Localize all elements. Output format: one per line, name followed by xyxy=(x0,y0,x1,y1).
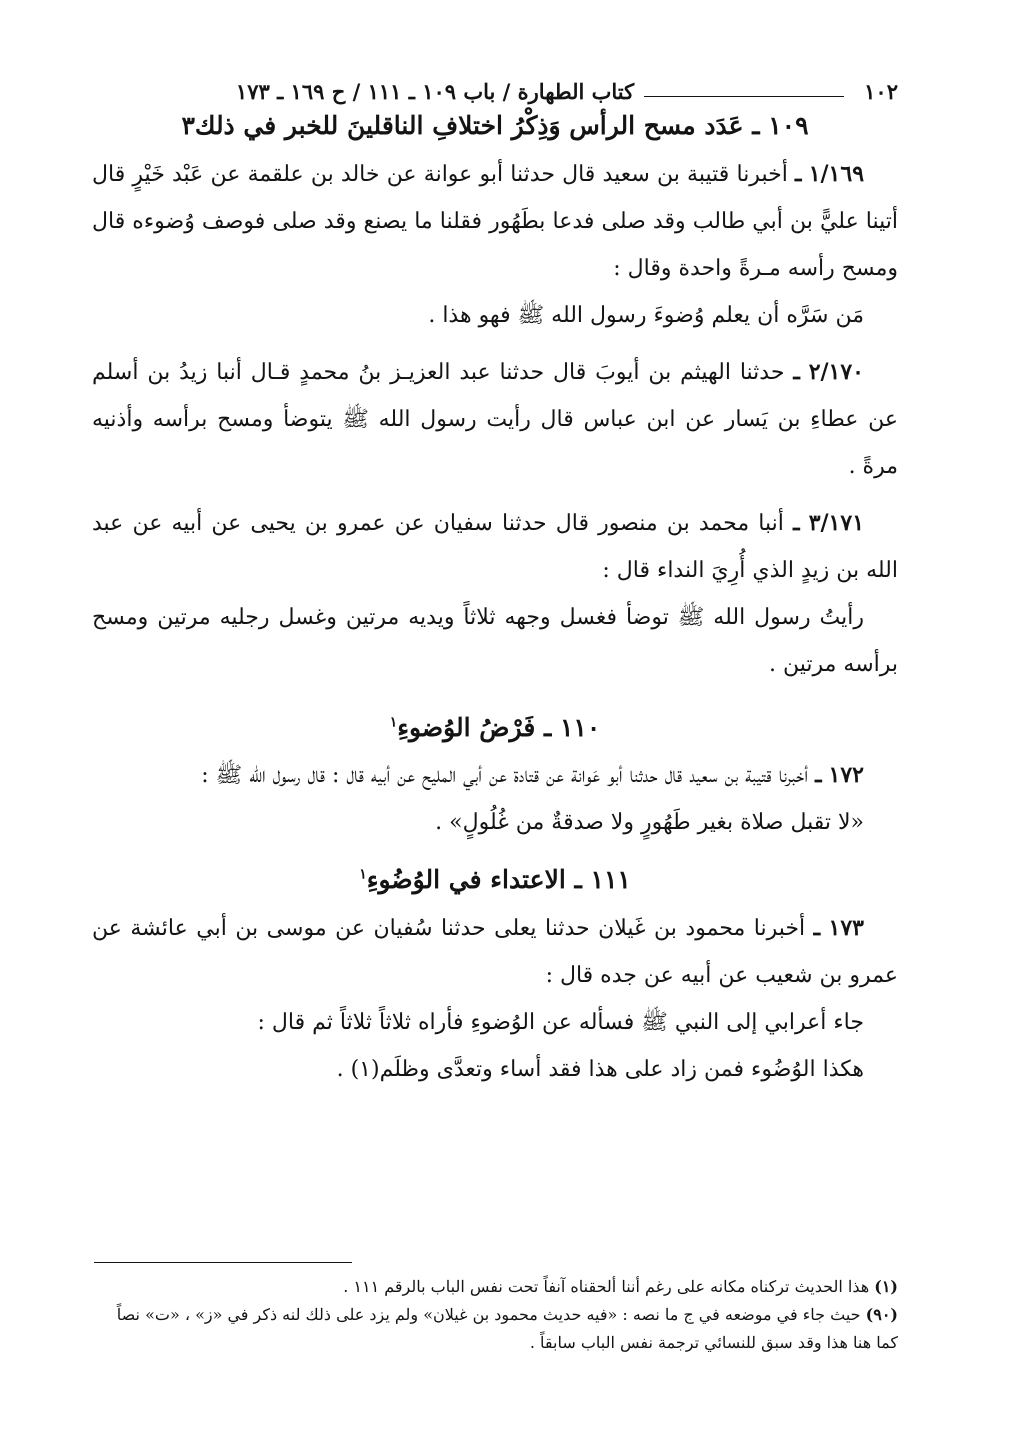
section-note-mark: ٣ xyxy=(181,111,195,140)
header-rule xyxy=(644,96,844,97)
hadith-169 xyxy=(92,151,898,292)
hadith-separator: ـ xyxy=(815,762,822,788)
hadith-171 xyxy=(92,500,898,594)
footnote-rule xyxy=(94,1262,352,1263)
hadith-quote-2: هكذا الوُضُوء فمن زاد على هذا فقد أساء وتعدَّى وظلَم(١) . xyxy=(336,1056,864,1082)
footnote-mark: (٩٠) xyxy=(865,1305,898,1324)
hadith-text: أخبرنا قتيبة بن سعيد قال حدثنا أبو عوانة عن خالد بن علقمة عن عَبْد خَيْرٍ قال أتينا عليًّ بن أبي طالب وقد صلى فدعا بطَهُور فقلنا ما يصنع وقد صلى فوصف وُضوءه قال ومسح رأسه مـرةً واحدة وقال : xyxy=(92,161,898,281)
section-title-text: ١٠٩ ـ عَدَد مسح الرأس وَذِكْرُ اختلافِ الناقلينَ للخبر في ذلك xyxy=(194,111,809,140)
hadith-number: ١٧٢ xyxy=(828,762,864,788)
hadith-quote: مَن سَرَّه أن يعلم وُضوءَ رسول الله ﷺ فهو هذا . xyxy=(428,302,864,328)
hadith-quote: جاء أعرابي إلى النبي ﷺ فسأله عن الوُضوءِ فأراه ثلاثاً ثلاثاً ثم قال : xyxy=(257,1009,864,1035)
hadith-text: أنبا محمد بن منصور قال حدثنا سفيان عن عمرو بن يحيى عن أبيه عن عبد الله بن زيدٍ الذي أُرِيَ النداء قال : xyxy=(92,510,898,583)
hadith-separator: ـ xyxy=(795,160,802,187)
section-title-109 xyxy=(92,110,898,143)
section-title-text: ١١١ ـ الاعتداء في الوُضُوءِ xyxy=(366,865,631,894)
hadith-173 xyxy=(92,905,898,999)
footnote-2 xyxy=(92,1301,898,1357)
footnotes xyxy=(92,1262,898,1357)
section-title-111 xyxy=(92,864,898,897)
page xyxy=(92,60,898,1420)
section-note-mark: ١ xyxy=(389,714,398,731)
hadith-text: حدثنا الهيثم بن أيوبَ قال حدثنا عبد العزيـز بنُ محمدٍ قـال أنبا زيدُ بن أسلم عن عطاءِ بن يَسار عن ابن عباس قال رأيت رسول الله ﷺ يتوضأ ومسح برأسه وأذنيه مرةً . xyxy=(92,359,898,479)
section-title-110 xyxy=(92,712,898,745)
footnote-text: حيث جاء في موضعه في ج ما نصه : «فيه حديث محمود بن غيلان» ولم يزد على ذلك لنه ذكر في «ز» ، «ت» نصاً كما هنا هذا وقد سبق للنسائي ترجمة نفس الباب سابقاً . xyxy=(116,1305,898,1352)
footnote-mark: (١) xyxy=(874,1277,898,1296)
hadith-text: أخبرنا قتيبة بن سعيد قال حدثنا أبو عَوانة عن قتادة عن أبي المليح عن أبيه قال : قال رسول الله ﷺ : xyxy=(201,763,809,788)
section-note-mark: ١ xyxy=(359,866,367,883)
page-number: ١٠٢ xyxy=(864,79,898,104)
hadith-quote: رأيتُ رسول الله ﷺ توضأ فغسل وجهه ثلاثاً ويديه مرتين وغسل رجليه مرتين ومسح برأسه مرتين . xyxy=(92,604,898,677)
hadith-separator: ـ xyxy=(793,509,800,536)
hadith-text: أخبرنا محمود بن غَيلان حدثنا يعلى حدثنا سُفيان عن موسى بن أبي عائشة عن عمرو بن شعيب عن أبيه عن جده قال : xyxy=(92,915,898,988)
running-header xyxy=(92,60,898,102)
hadith-separator: ـ xyxy=(813,914,821,941)
hadith-number: ١٧٣ xyxy=(828,914,864,941)
hadith-number: ٣/١٧١ xyxy=(808,509,865,536)
footnote-text: هذا الحديث تركناه مكانه على رغم أننا ألحقناه آنفاً تحت نفس الباب بالرقم ١١١ . xyxy=(343,1277,870,1296)
hadith-quote: «لا تقبل صلاة بغير طَهُورٍ ولا صدقةٌ من غُلُولٍ» . xyxy=(435,810,864,835)
hadith-separator: ـ xyxy=(793,358,800,385)
running-title: كتاب الطهارة / باب ١٠٩ ـ ١١١ / ح ١٦٩ ـ ١٧٣ xyxy=(235,79,635,104)
footnote-1 xyxy=(92,1273,898,1301)
hadith-number: ٢/١٧٠ xyxy=(808,358,864,385)
hadith-170 xyxy=(92,349,898,490)
section-title-text: ١١٠ ـ فَرْضُ الوُضوءِ xyxy=(397,712,601,742)
hadith-number: ١/١٦٩ xyxy=(808,160,865,187)
hadith-172 xyxy=(92,752,898,799)
